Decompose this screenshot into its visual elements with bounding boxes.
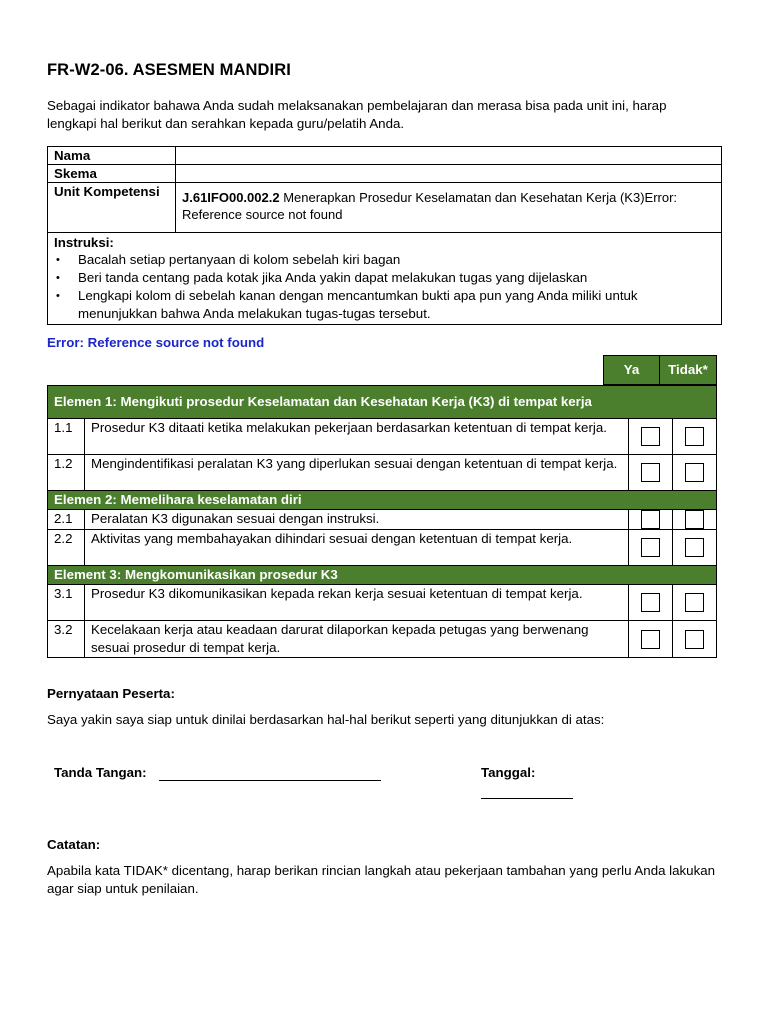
instructions-list: [54, 251, 715, 323]
skema-field[interactable]: [176, 165, 722, 183]
instruction-item: • Beri tanda centang pada kotak jika Anda yakin dapat melakukan tugas yang dijelaskan: [78, 269, 715, 287]
instructions-heading: Instruksi:: [54, 235, 114, 250]
tidak-cell: [673, 510, 717, 530]
signature-line[interactable]: [159, 765, 381, 781]
element-heading: Elemen 2: Memelihara keselamatan diri: [48, 491, 717, 510]
item-text: Mengindentifikasi peralatan K3 yang diperlukan sesuai dengan ketentuan di tempat kerja.: [85, 455, 629, 491]
ya-cell: [629, 419, 673, 455]
checkbox-ya[interactable]: [641, 427, 660, 446]
ya-cell: [629, 530, 673, 566]
tidak-cell: [673, 585, 717, 621]
tidak-cell: [673, 621, 717, 658]
item-number: 3.1: [48, 585, 85, 621]
item-number: 1.1: [48, 419, 85, 455]
column-header-tidak: Tidak*: [659, 355, 717, 385]
item-number: 1.2: [48, 455, 85, 491]
unit-kompetensi-value: [176, 183, 722, 233]
column-header-ya: Ya: [603, 355, 660, 385]
form-title: FR-W2-06. ASESMEN MANDIRI: [47, 61, 291, 79]
unit-kompetensi-label: Unit Kompetensi: [48, 183, 176, 233]
checkbox-tidak[interactable]: [685, 593, 704, 612]
item-number: 2.1: [48, 510, 85, 530]
form-intro: Sebagai indikator bahawa Anda sudah melaksanakan pembelajaran dan merasa bisa pada unit ini, harap lengkapi hal berikut dan serahkan kepada guru/pelatih Anda.: [47, 98, 667, 131]
checkbox-ya[interactable]: [641, 538, 660, 557]
element-heading: Elemen 1: Mengikuti prosedur Keselamatan dan Kesehatan Kerja (K3) di tempat kerja: [48, 386, 717, 419]
pernyataan-heading: Pernyataan Peserta:: [47, 686, 175, 701]
ya-cell: [629, 510, 673, 530]
tidak-cell: [673, 455, 717, 491]
item-text: Peralatan K3 digunakan sesuai dengan instruksi.: [85, 510, 629, 530]
item-number: 3.2: [48, 621, 85, 658]
reference-error-text: Error: Reference source not found: [47, 335, 265, 350]
checkbox-tidak[interactable]: [685, 427, 704, 446]
competency-checklist: [47, 385, 717, 658]
element-heading: Element 3: Mengkomunikasikan prosedur K3: [48, 566, 717, 585]
checkbox-ya[interactable]: [641, 510, 660, 529]
instruction-item: • Lengkapi kolom di sebelah kanan dengan mencantumkan bukti apa pun yang Anda miliki untuk menunjukkan bahwa Anda melakukan tugas-tugas tersebut.: [78, 287, 715, 323]
checkbox-tidak[interactable]: [685, 510, 704, 529]
catatan-heading: Catatan:: [47, 837, 101, 852]
instruction-item: • Bacalah setiap pertanyaan di kolom sebelah kiri bagan: [78, 251, 715, 269]
instructions-box: [48, 233, 722, 325]
item-text: Prosedur K3 dikomunikasikan kepada rekan kerja sesuai ketentuan di tempat kerja.: [85, 585, 629, 621]
pernyataan-text: Saya yakin saya siap untuk dinilai berdasarkan hal-hal berikut seperti yang ditunjukkan di atas:: [47, 712, 605, 727]
catatan-text: Apabila kata TIDAK* dicentang, harap berikan rincian langkah atau pekerjaan tambahan yang perlu Anda lakukan agar siap untuk penilaian.: [47, 863, 716, 896]
date-line[interactable]: [481, 785, 573, 799]
tidak-cell: [673, 530, 717, 566]
checkbox-ya[interactable]: [641, 463, 660, 482]
checkbox-tidak[interactable]: [685, 463, 704, 482]
ya-cell: [629, 585, 673, 621]
checkbox-ya[interactable]: [641, 630, 660, 649]
nama-label: Nama: [48, 147, 176, 165]
date-label: Tanggal:: [481, 765, 536, 780]
ya-cell: [629, 455, 673, 491]
item-text: Prosedur K3 ditaati ketika melakukan pekerjaan berdasarkan ketentuan di tempat kerja.: [85, 419, 629, 455]
item-text: Aktivitas yang membahayakan dihindari sesuai dengan ketentuan di tempat kerja.: [85, 530, 629, 566]
checkbox-tidak[interactable]: [685, 630, 704, 649]
ya-cell: [629, 621, 673, 658]
tidak-cell: [673, 419, 717, 455]
item-text: Kecelakaan kerja atau keadaan darurat dilaporkan kepada petugas yang berwenang sesuai prosedur di tempat kerja.: [85, 621, 629, 658]
item-number: 2.2: [48, 530, 85, 566]
nama-field[interactable]: [176, 147, 722, 165]
participant-info-table: [47, 146, 722, 325]
skema-label: Skema: [48, 165, 176, 183]
checkbox-tidak[interactable]: [685, 538, 704, 557]
unit-code: J.61IFO00.002.2: [182, 190, 280, 205]
checkbox-ya[interactable]: [641, 593, 660, 612]
unit-title: Menerapkan Prosedur Keselamatan dan Kesehatan Kerja (K3)Error: Reference source not found: [182, 190, 678, 222]
signature-label: Tanda Tangan:: [54, 765, 147, 780]
